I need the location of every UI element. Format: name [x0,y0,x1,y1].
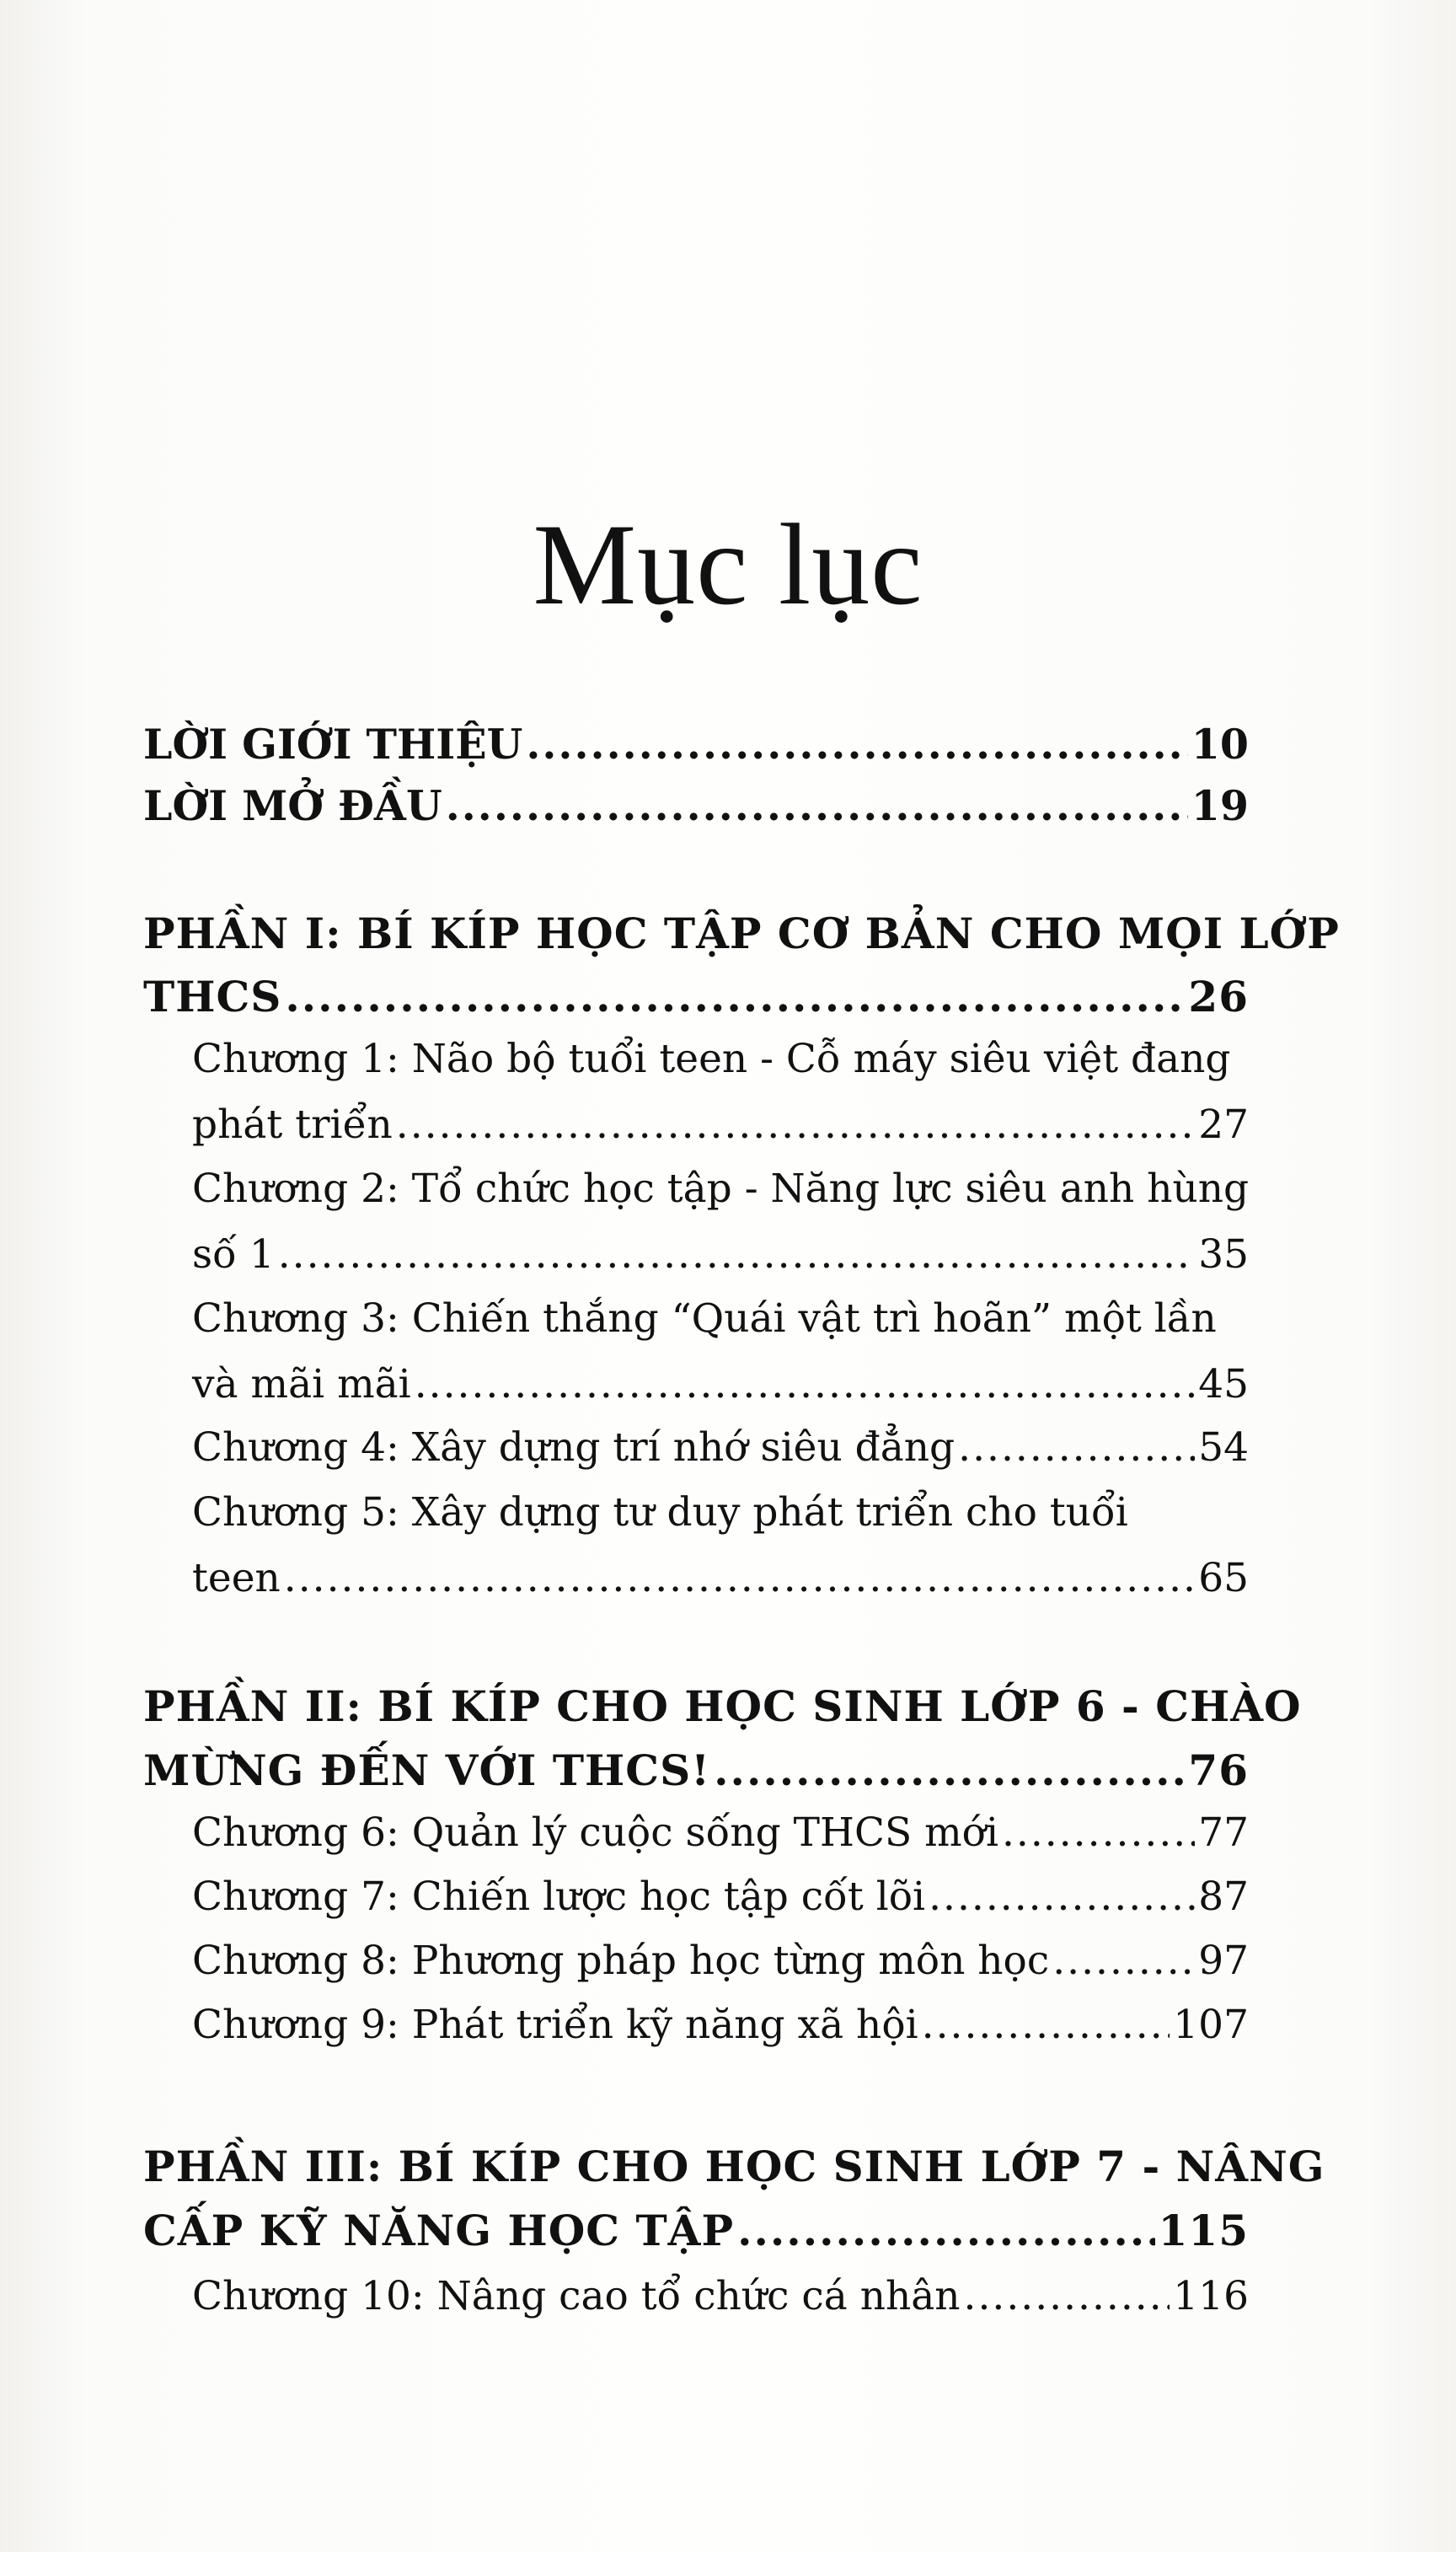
dot-leader [922,1996,1170,2055]
toc-entry-part-3[interactable] [143,2201,1249,2260]
toc-entry-title: số 1 [192,1231,275,1278]
toc-entry-page: 115 [1158,2206,1249,2255]
dot-leader [958,1418,1195,1477]
toc-entry-page: 76 [1188,1745,1249,1795]
page-title: Mục lục [533,500,923,629]
toc-entry-chapter-6[interactable] [192,1804,1249,1863]
toc-entry-chapter-2[interactable] [192,1225,1249,1284]
toc-entry-title: MỪNG ĐẾN VỚI THCS! [143,1745,711,1795]
dot-leader [284,1549,1195,1608]
dot-leader [1002,1804,1195,1863]
toc-entry-page: 65 [1198,1555,1249,1601]
toc-entry-chapter-5[interactable] [192,1549,1249,1608]
toc-entry-page: 35 [1198,1231,1249,1278]
toc-entry-chapter-1[interactable] [192,1096,1249,1155]
toc-part-3-heading[interactable]: PHẦN III: BÍ KÍP CHO HỌC SINH LỚP 7 - NÂNG [143,2142,1325,2191]
toc-entry-title: Chương 4: Xây dựng trí nhớ siêu đẳng [192,1424,956,1471]
toc-entry-chapter-3[interactable] [192,1355,1249,1414]
toc-entry-title: CẤP KỸ NĂNG HỌC TẬP [143,2206,735,2255]
toc-entry-page: 97 [1198,1938,1249,1984]
toc-entry-page: 54 [1198,1424,1249,1471]
toc-entry-title: Chương 8: Phương pháp học từng môn học [192,1938,1050,1984]
toc-part-2-heading[interactable]: PHẦN II: BÍ KÍP CHO HỌC SINH LỚP 6 - CHÀO [143,1681,1302,1731]
dot-leader [526,715,1187,774]
toc-entry-title: THCS [143,972,282,1021]
toc-chapter-2-heading[interactable]: Chương 2: Tổ chức học tập - Năng lực siêu anh hùng [192,1166,1250,1212]
toc-entry-chapter-8[interactable] [192,1932,1249,1991]
toc-entry-part-2[interactable] [143,1741,1249,1800]
toc-entry-title: Chương 10: Nâng cao tổ chức cá nhân [192,2273,961,2319]
toc-entry-title: Chương 9: Phát triển kỹ năng xã hội [192,2002,918,2048]
toc-entry-title: Chương 6: Quản lý cuộc sống THCS mới [192,1809,998,1856]
toc-chapter-3-heading[interactable]: Chương 3: Chiến thắng “Quái vật trì hoãn” một lần [192,1295,1217,1342]
toc-entry-title: và mãi mãi [192,1361,411,1407]
toc-entry-page: 10 [1191,720,1249,769]
toc-chapter-1-heading[interactable]: Chương 1: Não bộ tuổi teen - Cỗ máy siêu việt đang [192,1036,1231,1082]
toc-entry-page: 27 [1198,1102,1249,1148]
dot-leader [278,1225,1195,1284]
dot-leader [1052,1932,1195,1991]
toc-entry-title: Chương 7: Chiến lược học tập cốt lõi [192,1874,926,1920]
toc-entry-chapter-4[interactable] [192,1418,1249,1477]
dot-leader [737,2201,1155,2260]
toc-entry-page: 19 [1191,781,1249,830]
toc-entry-loi-gioi-thieu[interactable] [143,715,1249,774]
toc-entry-page: 26 [1188,972,1249,1021]
show-through-background [126,244,1323,312]
dot-leader [415,1355,1195,1414]
toc-entry-page: 77 [1198,1809,1249,1856]
dot-leader [396,1096,1195,1155]
toc-entry-page: 87 [1198,1874,1249,1920]
toc-entry-page: 116 [1173,2273,1249,2319]
toc-entry-chapter-10[interactable] [192,2267,1249,2326]
toc-chapter-5-heading[interactable]: Chương 5: Xây dựng tư duy phát triển cho tuổi [192,1489,1128,1536]
toc-part-1-heading[interactable]: PHẦN I: BÍ KÍP HỌC TẬP CƠ BẢN CHO MỌI LỚP [143,909,1340,958]
dot-leader [929,1868,1195,1927]
dot-leader [714,1741,1185,1800]
dot-leader [446,776,1188,835]
toc-entry-loi-mo-dau[interactable] [143,776,1249,835]
toc-entry-chapter-9[interactable] [192,1996,1249,2055]
toc-entry-title: LỜI GIỚI THIỆU [143,720,523,769]
toc-entry-chapter-7[interactable] [192,1868,1249,1927]
toc-entry-part-1[interactable] [143,968,1249,1027]
toc-entry-page: 107 [1173,2002,1249,2048]
dot-leader [964,2267,1170,2326]
toc-entry-title: LỜI MỞ ĐẦU [143,781,442,830]
toc-entry-title: teen [192,1555,281,1601]
dot-leader [285,968,1185,1027]
toc-entry-title: phát triển [192,1102,393,1148]
toc-entry-page: 45 [1198,1361,1249,1407]
